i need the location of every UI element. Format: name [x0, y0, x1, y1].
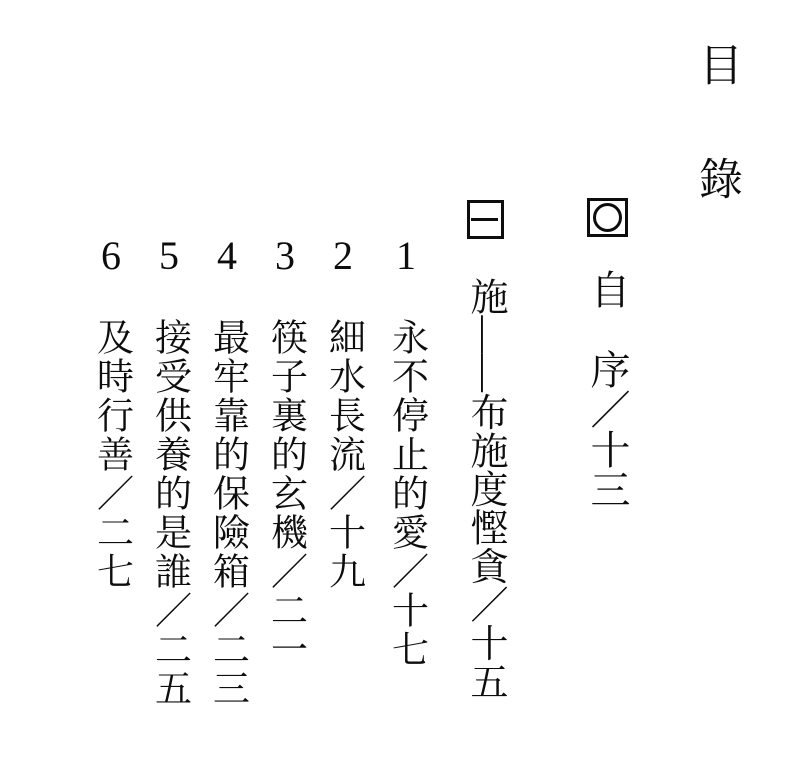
entry-title: 及時行善: [90, 318, 132, 474]
preface-title: 自 序: [585, 269, 630, 389]
entry-title: 接受供養的是誰: [148, 318, 190, 591]
toc-entry: [321, 233, 365, 591]
toc-entry: [263, 233, 307, 669]
entry-page-number: 二一: [264, 591, 306, 669]
entry-title: 最牢靠的保險箱: [206, 318, 248, 591]
entry-title-line: [206, 318, 248, 708]
slash-separator: ／: [264, 552, 306, 591]
entry-number: 6: [101, 233, 121, 278]
entry-page-number: 二五: [148, 630, 190, 708]
entry-number: 3: [275, 233, 295, 278]
slash-separator: ／: [206, 591, 248, 630]
entry-page-number: 十九: [322, 513, 364, 591]
entry-number: 2: [333, 233, 353, 278]
entry-page-number: 二三: [206, 630, 248, 708]
entry-page-number: 二七: [90, 513, 132, 591]
boxed-one-marker-icon: [467, 200, 504, 239]
slash-separator: ／: [585, 389, 630, 429]
chapter-title-line: [466, 277, 504, 701]
slash-separator: ／: [464, 585, 506, 624]
entry-title-line: [322, 318, 364, 591]
circle-glyph: [593, 203, 622, 232]
slash-separator: ／: [148, 591, 190, 630]
preface-page-number: 十三: [585, 429, 630, 509]
entry-title-line: [148, 318, 190, 708]
toc-section-chapter: [461, 200, 509, 701]
entry-title-line: [264, 318, 306, 669]
entry-title: 細水長流: [322, 318, 364, 474]
entry-title-line: [90, 318, 132, 591]
toc-entry: [384, 233, 428, 669]
entry-number: 1: [396, 233, 416, 278]
slash-separator: ／: [385, 552, 427, 591]
entry-title-line: [385, 318, 427, 669]
slash-separator: ／: [322, 474, 364, 513]
entry-title: 永不停止的愛: [385, 318, 427, 552]
entry-title: 筷子裏的玄機: [264, 318, 306, 552]
entry-number: 5: [159, 233, 179, 278]
toc-entry: [147, 233, 191, 708]
toc-entry: [205, 233, 249, 708]
chapter-page-number: 十五: [464, 623, 506, 701]
toc-entry: [89, 233, 133, 591]
preface-title-line: [585, 269, 630, 509]
entry-number: 4: [217, 233, 237, 278]
boxed-circle-marker-icon: [587, 198, 628, 237]
chapter-title: 施——布施度慳貪: [464, 277, 506, 585]
one-stroke-glyph: [471, 218, 498, 221]
page-title: 目錄: [692, 42, 741, 270]
toc-section-preface: [583, 198, 631, 509]
entry-page-number: 十七: [385, 591, 427, 669]
slash-separator: ／: [90, 474, 132, 513]
